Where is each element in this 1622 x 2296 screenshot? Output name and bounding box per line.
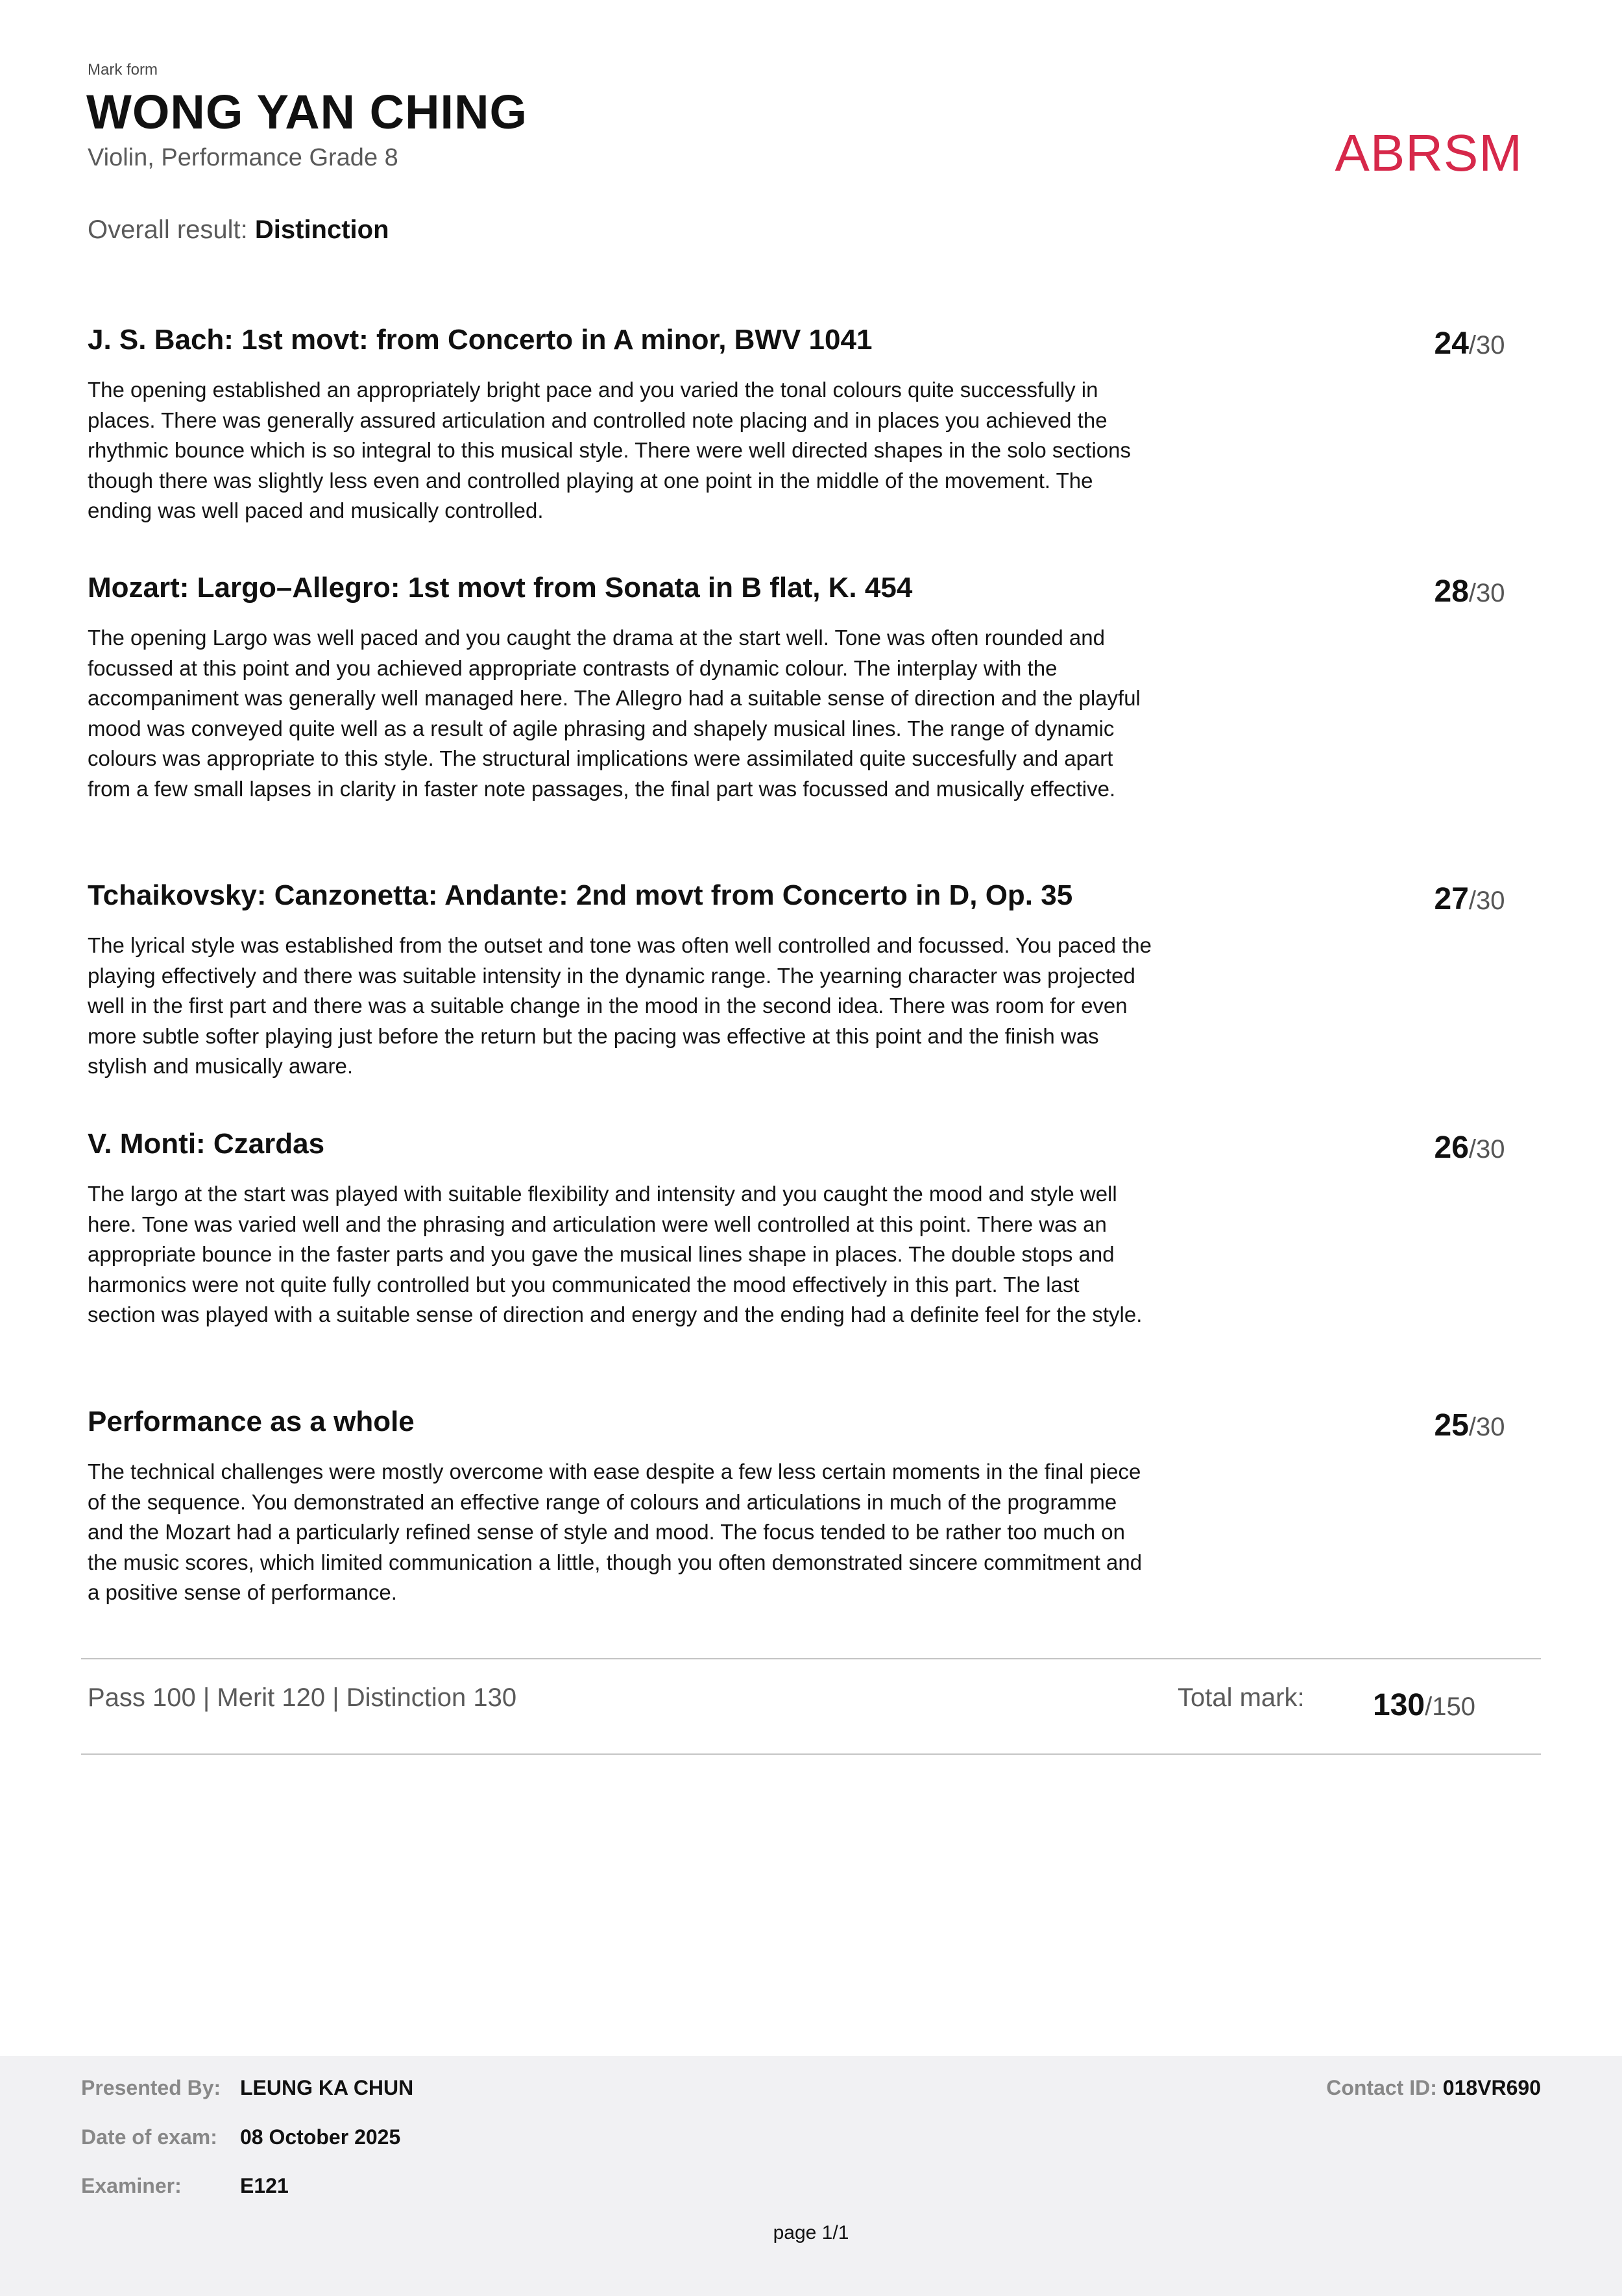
piece-mark: 27 [1434,882,1469,916]
piece-section [88,570,1541,804]
piece-title: J. S. Bach: 1st movt: from Concerto in A minor, BWV 1041 [88,324,873,356]
total-mark-out-of: /150 [1425,1692,1475,1721]
piece-score [1385,881,1554,919]
exam-subtitle: Violin, Performance Grade 8 [88,144,398,171]
examiner-value: E121 [240,2174,289,2197]
piece-mark: 26 [1434,1130,1469,1165]
piece-comment: The technical challenges were mostly overcome with ease despite a few less certain moments in the final piece of the sequence. You demonstrated an effective range of colours and articulations in much of the programme and the Mozart had a particularly refined sense of style and mood. The focus tended to be rather too much on the music scores, which limited communication a little, though you often demonstrated sincere commitment and a positive sense of performance. [88,1459,1143,1604]
divider-top [81,1658,1541,1659]
piece-out-of: /30 [1468,1135,1505,1164]
piece-comment: The opening established an appropriately bright pace and you varied the tonal colours quite successfully in places. There was generally assured articulation and controlled note placing and in places you achieved the rhythmic bounce which is so integral to this musical style. There were well directed shapes in the solo sections though there was slightly less even and controlled playing at one point in the middle of the movement. The ending was well paced and musically controlled. [88,378,1131,522]
total-mark [1298,1687,1551,1723]
piece-section [88,877,1541,1082]
abrsm-logo: ABRSM [1335,124,1523,182]
divider-bottom [81,1753,1541,1755]
piece-score [1385,326,1554,363]
examiner-label: Examiner: [81,2174,182,2197]
piece-out-of: /30 [1468,579,1505,607]
piece-comment: The lyrical style was established from the outset and tone was often well controlled and focussed. You paced the playing effectively and there was suitable intensity in the dynamic range. The yearning character was projected well in the first part and there was a suitable change in the mood in the second idea. There was room for even more subtle softer playing just before the return but the pacing was effective at this point and the finish was stylish and musically aware. [88,933,1152,1078]
exam-date-value: 08 October 2025 [240,2125,401,2149]
contact-id-label: Contact ID: [1326,2076,1437,2099]
piece-mark: 28 [1434,574,1469,609]
examiner-row [81,2174,289,2198]
overall-result [88,215,389,245]
piece-section [88,1404,1541,1608]
total-mark-value: 130 [1373,1688,1425,1722]
grade-thresholds: Pass 100 | Merit 120 | Distinction 130 [88,1683,517,1712]
piece-title: V. Monti: Czardas [88,1128,325,1160]
piece-section [88,1126,1541,1330]
presented-by-label: Presented By: [81,2076,221,2099]
contact-id [1326,2076,1541,2100]
piece-out-of: /30 [1468,331,1505,360]
contact-id-value: 018VR690 [1442,2076,1541,2099]
piece-mark: 25 [1434,1408,1469,1443]
piece-section [88,322,1541,526]
page-number: page 1/1 [773,2222,849,2243]
candidate-name: WONG YAN CHING [86,85,528,139]
piece-title: Performance as a whole [88,1406,415,1437]
piece-comment: The largo at the start was played with suitable flexibility and intensity and you caught the mood and style well here. Tone was varied well and the phrasing and articulation were well controlled at this point. There was an appropriate bounce in the faster parts and you gave the musical lines shape in places. The double stops and harmonics were not quite fully controlled but you communicated the mood effectively in this part. The last section was played with a suitable sense of direction and energy and the ending had a definite feel for the style. [88,1182,1143,1326]
piece-comment: The opening Largo was well paced and you caught the drama at the start well. Tone was often rounded and focussed at this point and you achieved appropriate contrasts of dynamic colour. The interplay with the accompaniment was generally well managed here. The Allegro had a suitable sense of direction and the playful mood was conveyed quite well as a result of agile phrasing and shapely musical lines. The range of dynamic colours was appropriate to this style. The structural implications were assimilated quite succesfully and apart from a few small lapses in clarity in faster note passages, the final part was focussed and musically effective. [88,626,1141,801]
overall-result-label: Overall result: [88,215,248,244]
total-mark-label: Total mark: [1178,1683,1305,1712]
piece-title: Tchaikovsky: Canzonetta: Andante: 2nd movt from Concerto in D, Op. 35 [88,879,1073,911]
piece-mark: 24 [1434,326,1469,361]
overall-result-value: Distinction [254,215,389,244]
exam-date-row [81,2125,400,2149]
mark-form-label: Mark form [88,61,158,79]
piece-score [1385,1130,1554,1167]
presented-by-row [81,2076,413,2100]
piece-out-of: /30 [1468,886,1505,915]
exam-date-label: Date of exam: [81,2125,217,2149]
presented-by-value: LEUNG KA CHUN [240,2076,414,2099]
piece-score [1385,574,1554,611]
piece-score [1385,1408,1554,1445]
piece-out-of: /30 [1468,1413,1505,1441]
piece-title: Mozart: Largo–Allegro: 1st movt from Sonata in B flat, K. 454 [88,572,913,604]
